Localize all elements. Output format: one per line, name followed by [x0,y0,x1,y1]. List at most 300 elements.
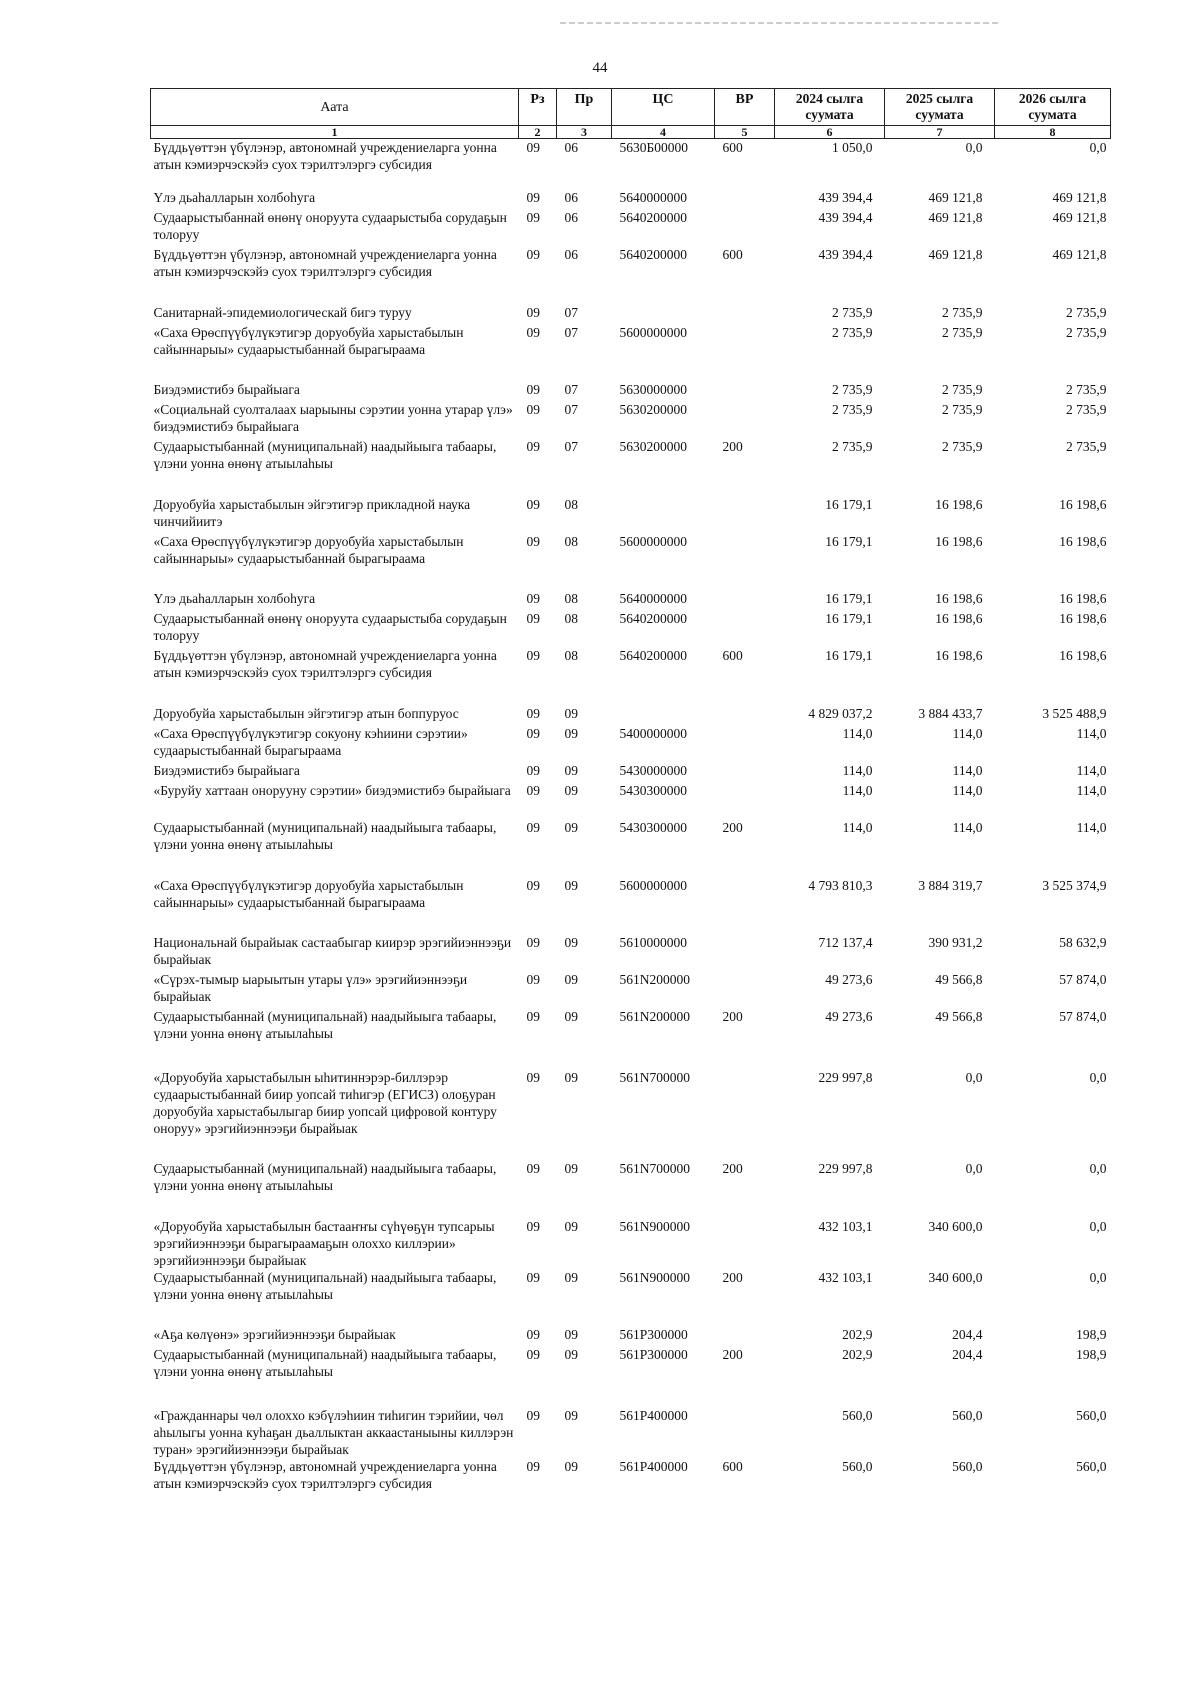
row-cs: 561P300000 [619,1346,688,1362]
row-amount-2024: 16 179,1 [825,496,873,512]
row-amount-2026: 0,0 [1089,1218,1107,1234]
row-rz: 09 [526,1407,540,1423]
row-name: Судаарыстыбаннай (муниципальнай) наадыйыыга табаары, үлэни уонна өнөнү атыылаһыы [153,1269,497,1302]
row-name: Бүддьүөттэн үбүлэнэр, автономнай учреждениеларга уонна атын кэмиэрчэскэйэ суох тэрилтэлэргэ субсидия [153,246,497,279]
row-cs: 561N900000 [619,1269,690,1285]
table-row [151,705,1111,725]
row-name: «Саха Өрөспүүбүлүкэтигэр доруобуйа харыстабылын сайыннарыы» судаарыстыбаннай бырагыраама [153,533,464,566]
row-cs: 561N900000 [619,1218,690,1234]
row-vr [715,971,775,1008]
row-rz: 09 [526,647,540,663]
header-rz: Рз [519,89,557,126]
row-pr: 07 [564,324,578,340]
row-rz: 09 [526,934,540,950]
row-rz: 09 [526,705,540,721]
row-cs: 5640000000 [619,590,687,606]
row-cs: 5640000000 [619,189,687,205]
row-name: Үлэ дьаһалларын холбоһуга [153,189,316,205]
row-cs: 561P300000 [619,1326,688,1342]
row-amount-2026: 58 632,9 [1059,934,1107,950]
row-pr: 08 [564,647,578,663]
row-cs: 561P400000 [619,1458,688,1474]
table-row [151,971,1111,1008]
row-amount-2026: 57 874,0 [1059,971,1107,987]
table-row [151,189,1111,209]
table-row [151,496,1111,533]
row-amount-2025: 204,4 [952,1326,983,1342]
row-amount-2026: 114,0 [1076,819,1107,835]
row-amount-2024: 16 179,1 [825,533,873,549]
row-amount-2026: 57 874,0 [1059,1008,1107,1024]
row-rz: 09 [526,209,540,225]
row-amount-2026: 0,0 [1089,140,1107,155]
row-vr: 600 [722,647,743,663]
row-name: Доруобуйа харыстабылын эйгэтигэр атын боппуруос [153,705,459,721]
row-amount-2025: 16 198,6 [935,610,983,626]
row-cs: 561N700000 [619,1160,690,1176]
row-amount-2024: 2 735,9 [832,401,873,417]
row-vr [715,189,775,209]
table-row [151,1069,1111,1160]
row-name: Үлэ дьаһалларын холбоһуга [153,590,316,606]
row-amount-2024: 2 735,9 [832,324,873,340]
row-amount-2024: 2 735,9 [832,304,873,320]
table-row [151,246,1111,304]
table-row [151,590,1111,610]
row-amount-2026: 198,9 [1076,1346,1107,1362]
row-name: Судаарыстыбаннай өнөнү оноруута судаарыстыба сорудаҕын толоруу [153,610,507,643]
row-pr: 06 [564,189,578,205]
header-2025: 2025 сылга суумата [885,89,995,126]
row-amount-2026: 469 121,8 [1052,209,1107,225]
column-number: 4 [612,126,715,139]
row-vr [715,762,775,782]
row-pr: 09 [564,1218,578,1234]
row-pr: 08 [564,496,578,512]
table-row [151,725,1111,762]
row-name: «Доруобуйа харыстабылын бастааҥҥы сүһүөҕүн тупсарыы эрэгийиэннээҕи бырагыраамаҕын олоххо киллэрии» эрэгийиэннээҕи бырайыак [153,1218,495,1268]
row-cs: 5630200000 [619,401,687,417]
row-rz: 09 [526,1346,540,1362]
row-vr [715,324,775,381]
row-rz: 09 [526,819,540,835]
column-number: 3 [557,126,612,139]
row-cs: 5610000000 [619,934,687,950]
table-row [151,324,1111,381]
row-vr [715,782,775,819]
row-rz: 09 [526,782,540,798]
row-vr: 600 [722,140,743,155]
row-amount-2026: 2 735,9 [1066,401,1107,417]
table-row [151,438,1111,496]
row-cs: 561P400000 [619,1407,688,1423]
table-row [151,934,1111,971]
row-vr [715,1218,775,1269]
row-amount-2026: 2 735,9 [1066,324,1107,340]
row-amount-2026: 114,0 [1076,782,1107,798]
row-name: «Саха Өрөспүүбүлүкэтигэр доруобуйа харыстабылын сайыннарыы» судаарыстыбаннай бырагыраама [153,877,464,910]
column-number: 1 [151,126,519,139]
row-cs: 5600000000 [619,877,687,893]
row-vr [715,496,775,533]
row-pr: 09 [564,1326,578,1342]
row-amount-2026: 16 198,6 [1059,533,1107,549]
row-amount-2026: 0,0 [1089,1069,1107,1085]
row-amount-2026: 560,0 [1076,1407,1107,1423]
column-number: 7 [885,126,995,139]
row-name: «Саха Өрөспүүбүлүкэтигэр сокуону кэһиини сэрэтии» судаарыстыбаннай бырагыраама [153,725,468,758]
row-rz: 09 [526,1269,540,1285]
row-vr: 200 [722,1346,743,1362]
row-amount-2024: 2 735,9 [832,381,873,397]
row-rz: 09 [526,762,540,778]
row-pr: 07 [564,438,578,454]
table-row [151,209,1111,246]
row-amount-2024: 560,0 [842,1458,873,1474]
row-amount-2026: 2 735,9 [1066,304,1107,320]
row-amount-2026: 2 735,9 [1066,438,1107,454]
row-rz: 09 [526,590,540,606]
row-cs: 561N200000 [619,971,690,987]
row-cs: 5430300000 [619,819,687,835]
row-amount-2025: 560,0 [952,1458,983,1474]
row-rz: 09 [526,189,540,205]
table-row [151,1218,1111,1269]
row-cs: 5600000000 [619,533,687,549]
row-amount-2025: 340 600,0 [928,1218,983,1234]
row-pr: 09 [564,1269,578,1285]
row-name: Бүддьүөттэн үбүлэнэр, автономнай учреждениеларга уонна атын кэмиэрчэскэйэ суох тэрилтэлэргэ субсидия [153,647,497,680]
row-pr: 09 [564,762,578,778]
row-amount-2025: 0,0 [965,1160,983,1176]
row-cs: 5640200000 [619,209,687,225]
row-amount-2025: 469 121,8 [928,209,983,225]
header-vr: ВР [715,89,775,126]
table-row [151,762,1111,782]
table-row [151,139,1111,189]
row-amount-2025: 0,0 [965,1069,983,1085]
row-amount-2024: 560,0 [842,1407,873,1423]
row-amount-2025: 560,0 [952,1407,983,1423]
row-amount-2026: 3 525 488,9 [1042,705,1107,721]
row-rz: 09 [526,496,540,512]
row-amount-2025: 114,0 [952,782,983,798]
row-rz: 09 [526,971,540,987]
row-pr: 09 [564,725,578,741]
row-cs: 5640200000 [619,246,687,262]
row-cs: 561N700000 [619,1069,690,1085]
row-amount-2024: 432 103,1 [818,1269,873,1285]
row-rz: 09 [526,1218,540,1234]
row-name: Судаарыстыбаннай (муниципальнай) наадыйыыга табаары, үлэни уонна өнөнү атыылаһыы [153,1008,497,1041]
row-cs: 561N200000 [619,1008,690,1024]
row-cs [612,496,715,533]
row-vr [715,590,775,610]
row-name: «Социальнай суолталаах ыарыыны сэрэтии уонна утарар үлэ» биэдэмистибэ бырайыага [153,401,513,434]
row-amount-2024: 16 179,1 [825,610,873,626]
row-name: Бүддьүөттэн үбүлэнэр, автономнай учреждениеларга уонна атын кэмиэрчэскэйэ суох тэрилтэлэргэ субсидия [153,140,497,172]
row-pr: 09 [564,819,578,835]
row-rz: 09 [526,324,540,340]
row-pr: 07 [564,304,578,320]
row-rz: 09 [526,1008,540,1024]
table-row [151,877,1111,934]
row-amount-2024: 712 137,4 [818,934,873,950]
row-rz: 09 [526,1069,540,1085]
row-amount-2026: 469 121,8 [1052,189,1107,205]
row-vr: 200 [722,438,743,454]
row-amount-2025: 390 931,2 [928,934,983,950]
row-vr [715,209,775,246]
column-number: 2 [519,126,557,139]
row-pr: 08 [564,533,578,549]
row-vr: 600 [722,1458,743,1474]
row-amount-2024: 16 179,1 [825,590,873,606]
row-vr [715,381,775,401]
table-row [151,1407,1111,1458]
row-amount-2026: 198,9 [1076,1326,1107,1342]
row-name: «Аҕа көлүөнэ» эрэгийиэннээҕи бырайыак [153,1326,396,1342]
table-row [151,1269,1111,1326]
row-vr [715,1069,775,1160]
table-row [151,1160,1111,1218]
header-name: Аата [151,89,519,126]
row-rz: 09 [526,438,540,454]
row-cs: 5640200000 [619,647,687,663]
row-amount-2024: 4 793 810,3 [808,877,873,893]
table-row [151,610,1111,647]
header-2026: 2026 сылга суумата [995,89,1111,126]
row-rz: 09 [526,246,540,262]
row-amount-2025: 3 884 433,7 [918,705,983,721]
row-amount-2025: 469 121,8 [928,189,983,205]
row-name: «Доруобуйа харыстабылын ыһитиннэрэр-биллэрэр судаарыстыбаннай биир уопсай тиһигэр (ЕГИСЗ) олоҕуран доруобуйа харыстабылыгар биир уопсай цифровой контуру оноруу» эрэгийиэннээҕи бырайыак [153,1069,497,1136]
row-amount-2025: 49 566,8 [935,1008,983,1024]
row-vr [715,725,775,762]
table-body [151,139,1111,1518]
table-row [151,401,1111,438]
row-rz: 09 [526,401,540,417]
row-cs: 5630200000 [619,438,687,454]
row-pr: 09 [564,705,578,721]
row-vr: 600 [722,246,743,262]
row-rz: 09 [526,610,540,626]
header-pr: Пр [557,89,612,126]
row-amount-2025: 16 198,6 [935,496,983,512]
row-amount-2025: 204,4 [952,1346,983,1362]
row-pr: 06 [564,246,578,262]
row-amount-2024: 114,0 [842,782,873,798]
row-pr: 07 [564,401,578,417]
row-vr: 200 [722,819,743,835]
row-name: Судаарыстыбаннай (муниципальнай) наадыйыыга табаары, үлэни уонна өнөнү атыылаһыы [153,819,497,852]
row-rz: 09 [526,1160,540,1176]
row-cs: 5430300000 [619,782,687,798]
row-pr: 09 [564,782,578,798]
row-name: Национальнай бырайыак састаабыгар киирэр эрэгийиэннээҕи бырайыак [153,934,512,967]
row-amount-2024: 2 735,9 [832,438,873,454]
row-amount-2024: 432 103,1 [818,1218,873,1234]
row-vr [715,610,775,647]
row-amount-2025: 49 566,8 [935,971,983,987]
row-pr: 06 [564,140,578,155]
row-amount-2024: 1 050,0 [832,140,873,155]
row-vr [715,934,775,971]
row-amount-2024: 202,9 [842,1346,873,1362]
row-amount-2025: 114,0 [952,725,983,741]
table-row [151,782,1111,819]
header-cs: ЦС [612,89,715,126]
row-amount-2026: 0,0 [1089,1269,1107,1285]
row-rz: 09 [526,1458,540,1474]
row-amount-2025: 2 735,9 [942,438,983,454]
row-amount-2025: 2 735,9 [942,401,983,417]
row-amount-2025: 2 735,9 [942,304,983,320]
row-cs: 5430000000 [619,762,687,778]
row-amount-2026: 2 735,9 [1066,381,1107,397]
row-vr [715,705,775,725]
row-vr: 200 [722,1160,743,1176]
row-name: «Гражданнары чөл олоххо кэбүлэһиин тиһигин тэрийии, чөл аһылыгы уонна куһаҕан дьаллыктан аккаастаныыны киллэрэн туран» эрэгийиэннээҕи бырайыак [153,1407,514,1457]
row-amount-2026: 114,0 [1076,762,1107,778]
row-amount-2025: 16 198,6 [935,533,983,549]
row-pr: 09 [564,1160,578,1176]
row-name: Судаарыстыбаннай (муниципальнай) наадыйыыга табаары, үлэни уонна өнөнү атыылаһыы [153,1346,497,1379]
row-pr: 09 [564,1458,578,1474]
row-cs [612,705,715,725]
row-pr: 09 [564,1008,578,1024]
row-amount-2025: 3 884 319,7 [918,877,983,893]
table-row [151,819,1111,877]
column-number: 5 [715,126,775,139]
table-header [151,89,1111,139]
row-name: Судаарыстыбаннай (муниципальнай) наадыйыыга табаары, үлэни уонна өнөнү атыылаһыы [153,1160,497,1193]
column-number: 8 [995,126,1111,139]
row-amount-2024: 439 394,4 [818,246,873,262]
budget-table [150,88,1111,1518]
row-amount-2026: 16 198,6 [1059,496,1107,512]
row-amount-2026: 16 198,6 [1059,610,1107,626]
row-amount-2024: 16 179,1 [825,647,873,663]
row-pr: 09 [564,971,578,987]
row-amount-2024: 114,0 [842,819,873,835]
row-name: Биэдэмистибэ бырайыага [153,381,300,397]
table-row [151,1008,1111,1069]
row-vr [715,1407,775,1458]
row-cs: 5400000000 [619,725,687,741]
table-row [151,304,1111,324]
row-pr: 09 [564,1346,578,1362]
scan-artifact-line [0,22,1200,25]
row-rz: 09 [526,533,540,549]
row-pr: 09 [564,877,578,893]
row-amount-2025: 16 198,6 [935,647,983,663]
row-amount-2026: 560,0 [1076,1458,1107,1474]
page-number: 44 [592,60,608,76]
row-amount-2024: 4 829 037,2 [808,705,873,721]
row-amount-2026: 114,0 [1076,725,1107,741]
row-cs: 5630Б00000 [619,140,689,155]
row-amount-2024: 114,0 [842,762,873,778]
table-row [151,1458,1111,1518]
row-vr [715,401,775,438]
row-amount-2025: 469 121,8 [928,246,983,262]
row-vr [715,877,775,934]
row-pr: 09 [564,1069,578,1085]
row-amount-2025: 114,0 [952,762,983,778]
row-pr: 07 [564,381,578,397]
table-row [151,1346,1111,1407]
row-name: Бүддьүөттэн үбүлэнэр, автономнай учреждениеларга уонна атын кэмиэрчэскэйэ суох тэрилтэлэргэ субсидия [153,1458,497,1491]
row-amount-2024: 49 273,6 [825,1008,873,1024]
row-cs: 5600000000 [619,324,687,340]
row-amount-2024: 439 394,4 [818,189,873,205]
row-amount-2025: 340 600,0 [928,1269,983,1285]
row-cs: 5630000000 [619,381,687,397]
row-name: Судаарыстыбаннай өнөнү оноруута судаарыстыба сорудаҕын толоруу [153,209,507,242]
row-rz: 09 [526,725,540,741]
header-2024: 2024 сылга суумата [775,89,885,126]
row-pr: 08 [564,610,578,626]
row-name: Санитарнай-эпидемиологическай бигэ туруу [153,304,412,320]
table-row [151,381,1111,401]
row-name: «Буруйу хаттаан онорууну сэрэтии» биэдэмистибэ бырайыага [153,782,511,798]
row-name: Биэдэмистибэ бырайыага [153,762,300,778]
row-amount-2024: 229 997,8 [818,1069,873,1085]
row-vr: 200 [722,1269,743,1285]
row-pr: 09 [564,934,578,950]
row-pr: 09 [564,1407,578,1423]
row-rz: 09 [526,877,540,893]
row-amount-2025: 0,0 [965,140,983,155]
row-pr: 06 [564,209,578,225]
row-pr: 08 [564,590,578,606]
table-row [151,1326,1111,1346]
row-amount-2024: 114,0 [842,725,873,741]
row-name: Судаарыстыбаннай (муниципальнай) наадыйыыга табаары, үлэни уонна өнөнү атыылаһыы [153,438,497,471]
row-rz: 09 [526,140,540,155]
row-amount-2024: 202,9 [842,1326,873,1342]
row-amount-2026: 469 121,8 [1052,246,1107,262]
row-amount-2025: 2 735,9 [942,324,983,340]
row-amount-2025: 114,0 [952,819,983,835]
row-amount-2024: 49 273,6 [825,971,873,987]
row-amount-2026: 0,0 [1089,1160,1107,1176]
row-name: «Саха Өрөспүүбүлүкэтигэр доруобуйа харыстабылын сайыннарыы» судаарыстыбаннай бырагыраама [153,324,464,357]
row-vr [715,304,775,324]
table-row [151,533,1111,590]
row-rz: 09 [526,304,540,320]
row-amount-2024: 439 394,4 [818,209,873,225]
row-cs [612,304,715,324]
row-name: Доруобуйа харыстабылын эйгэтигэр прикладной наука чинчийиитэ [153,496,471,529]
row-amount-2026: 16 198,6 [1059,590,1107,606]
row-cs: 5640200000 [619,610,687,626]
row-rz: 09 [526,381,540,397]
table-row [151,647,1111,705]
row-amount-2026: 16 198,6 [1059,647,1107,663]
row-amount-2024: 229 997,8 [818,1160,873,1176]
column-number-row [151,126,1111,139]
column-number: 6 [775,126,885,139]
row-amount-2025: 2 735,9 [942,381,983,397]
row-vr: 200 [722,1008,743,1024]
row-amount-2026: 3 525 374,9 [1042,877,1107,893]
row-amount-2025: 16 198,6 [935,590,983,606]
row-name: «Сүрэх-тымыр ыарыытын утары үлэ» эрэгийиэннээҕи бырайыак [153,971,468,1004]
row-vr [715,533,775,590]
row-vr [715,1326,775,1346]
